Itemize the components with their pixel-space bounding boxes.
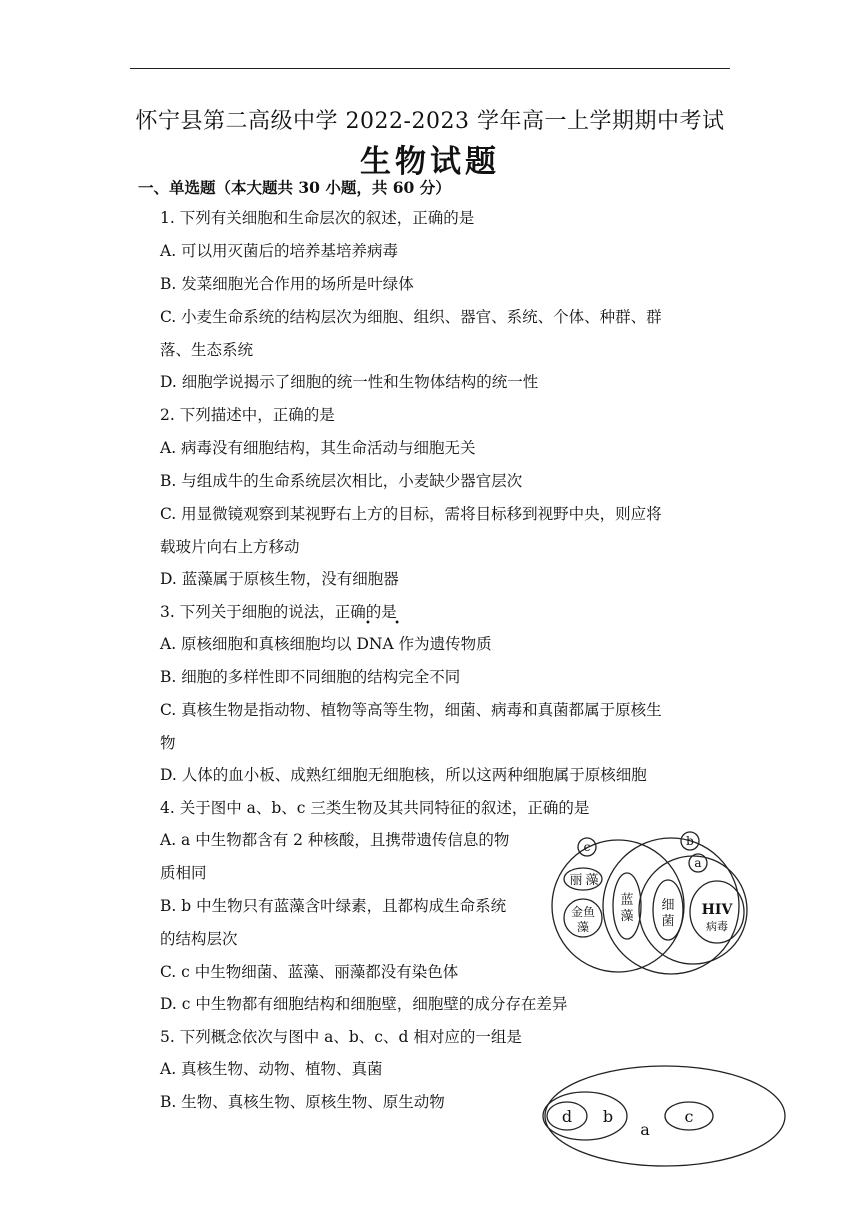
section-heading: 一、单选题（本大题共 30 小题，共 60 分） <box>138 178 451 197</box>
exam-title: 怀宁县第二高级中学 2022-2023 学年高一上学期期中考试 <box>135 109 725 134</box>
label-b: b <box>602 1107 614 1126</box>
q3-option-a: A. 原核细胞和真核细胞均以 DNA 作为遗传物质 <box>160 635 492 653</box>
label-a: a <box>694 856 702 870</box>
question-1: 1. 下列有关细胞和生命层次的叙述，正确的是 <box>160 209 475 227</box>
q4-option-a-cont: 质相同 <box>160 864 207 882</box>
li-zao-1: 丽 <box>569 873 583 888</box>
ellipse-b <box>543 1092 627 1140</box>
q3-option-d: D. 人体的血小板、成熟红细胞无细胞核，所以这两种细胞属于原核细胞 <box>160 766 647 784</box>
q4-option-b-cont: 的结构层次 <box>160 930 238 948</box>
label-c: c <box>684 1107 694 1126</box>
q1-option-b: B. 发菜细胞光合作用的场所是叶绿体 <box>160 275 414 293</box>
xi-2: 菌 <box>661 914 675 929</box>
label-a: a <box>640 1120 650 1139</box>
subject-title: 生物试题 <box>360 144 500 180</box>
li-zao-2: 藻 <box>585 873 599 888</box>
question-3: 3. 下列关于细胞的说法，正确的是 <box>160 603 397 621</box>
label-b: b <box>686 834 694 848</box>
q3-option-b: B. 细胞的多样性即不同细胞的结构完全不同 <box>160 668 461 686</box>
label-d: d <box>561 1107 573 1126</box>
bingdu-text: 病毒 <box>706 920 728 933</box>
jinyu-2: 藻 <box>576 920 590 934</box>
question-4: 4. 关于图中 a、b、c 三类生物及其共同特征的叙述，正确的是 <box>160 799 590 817</box>
emphasis-dots: • • <box>365 618 410 629</box>
q3-option-c: C. 真核生物是指动物、植物等高等生物，细菌、病毒和真菌都属于原核生 <box>160 701 662 719</box>
q2-option-b: B. 与组成牛的生命系统层次相比，小麦缺少器官层次 <box>160 472 523 490</box>
q4-option-b: B. b 中生物只有蓝藻含叶绿素，且都构成生命系统 <box>160 897 507 915</box>
q2-option-d: D. 蓝藻属于原核生物，没有细胞器 <box>160 570 399 588</box>
hiv-text: HIV <box>701 902 733 918</box>
xi-1: 细 <box>661 898 675 913</box>
q4-option-c: C. c 中生物细菌、蓝藻、丽藻都没有染色体 <box>160 963 459 981</box>
q4-option-a: A. a 中生物都含有 2 种核酸，且携带遗传信息的物 <box>160 831 510 849</box>
q5-option-b: B. 生物、真核生物、原核生物、原生动物 <box>160 1093 445 1111</box>
q2-option-c: C. 用显微镜观察到某视野右上方的目标，需将目标移到视野中央，则应将 <box>160 505 662 523</box>
q5-option-a: A. 真核生物、动物、植物、真菌 <box>160 1060 383 1078</box>
venn-figure-2 <box>540 1060 790 1172</box>
q1-option-c-cont: 落、生态系统 <box>160 341 254 359</box>
q2-option-c-cont: 载玻片向右上方移动 <box>160 538 300 556</box>
lan-1: 蓝 <box>620 893 634 908</box>
question-5: 5. 下列概念依次与图中 a、b、c、d 相对应的一组是 <box>160 1028 522 1046</box>
venn-figure-1 <box>545 828 755 978</box>
q1-option-a: A. 可以用灭菌后的培养基培养病毒 <box>160 242 399 260</box>
q1-option-d: D. 细胞学说揭示了细胞的统一性和生物体结构的统一性 <box>160 373 539 391</box>
q4-option-d: D. c 中生物都有细胞结构和细胞壁，细胞壁的成分存在差异 <box>160 995 568 1013</box>
question-2: 2. 下列描述中，正确的是 <box>160 406 335 424</box>
lan-2: 藻 <box>620 909 634 924</box>
jinyu-1: 金鱼 <box>570 905 596 919</box>
q1-option-c: C. 小麦生命系统的结构层次为细胞、组织、器官、系统、个体、种群、群 <box>160 308 662 326</box>
header-rule <box>130 68 730 69</box>
q2-option-a: A. 病毒没有细胞结构，其生命活动与细胞无关 <box>160 439 476 457</box>
q3-option-c-cont: 物 <box>160 734 176 752</box>
label-c: c <box>583 840 591 854</box>
